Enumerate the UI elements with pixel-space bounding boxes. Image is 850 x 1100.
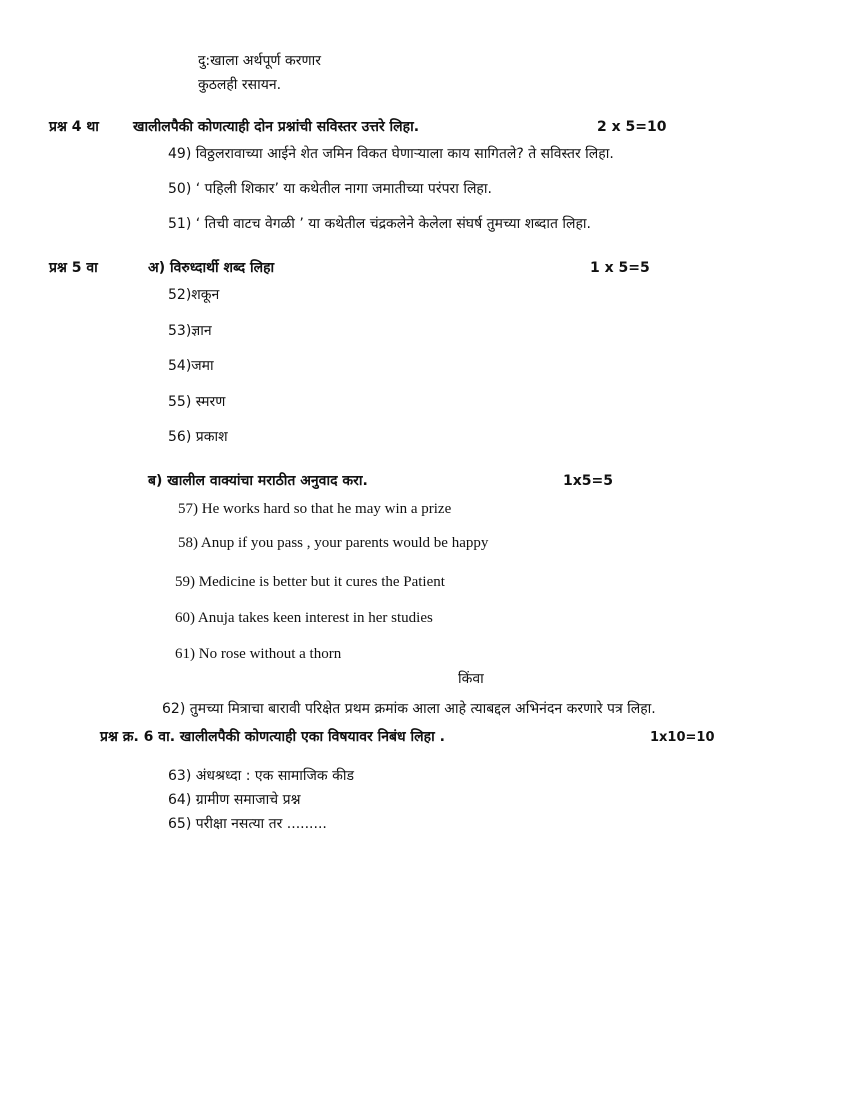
q5a-marks: 1 x 5=5 [590, 260, 650, 276]
translation-item: 59) Medicine is better but it cures the Patient [175, 574, 445, 590]
essay-topic: 65) परीक्षा नसत्या तर ......... [168, 816, 327, 832]
antonym-item: 56) प्रकाश [168, 429, 228, 445]
q5b-marks: 1x5=5 [563, 473, 613, 489]
essay-topic: 63) अंधश्रध्दा : एक सामाजिक कीड [168, 768, 355, 784]
q4-label: प्रश्न 4 था [49, 119, 99, 135]
translation-item: 57) He works hard so that he may win a prize [178, 501, 452, 517]
q5-label: प्रश्न 5 वा [49, 260, 98, 276]
translation-item: 60) Anuja takes keen interest in her studies [175, 610, 433, 626]
essay-topic: 64) ग्रामीण समाजाचे प्रश्न [168, 792, 301, 808]
antonym-item: 55) स्मरण [168, 394, 226, 410]
letter-question: 62) तुमच्या मित्राचा बारावी परिक्षेत प्रथम क्रमांक आला आहे त्याबद्दल अभिनंदन करणारे पत्र लिहा. [162, 701, 656, 717]
or-divider: किंवा [458, 671, 484, 687]
q4-instruction: खालीलपैकी कोणत्याही दोन प्रश्नांची सविस्तर उत्तरे लिहा. [133, 119, 420, 135]
antonym-item: 53)ज्ञान [168, 323, 212, 339]
q5a-title: अ) विरुध्दार्थी शब्द लिहा [148, 260, 275, 276]
question-item: 49) विठ्ठलरावाच्या आईने शेत जमिन विकत घेणाऱ्याला काय सागितले? ते सविस्तर लिहा. [168, 146, 614, 162]
antonym-item: 54)जमा [168, 358, 214, 374]
q6-marks: 1x10=10 [650, 730, 715, 745]
translation-item: 58) Anup if you pass , your parents would be happy [178, 535, 489, 551]
q5b-title: ब) खालील वाक्यांचा मराठीत अनुवाद करा. [148, 473, 368, 489]
intro-line: कुठलही रसायन. [198, 77, 282, 93]
question-item: 51) ‘ तिची वाटच वेगळी ’ या कथेतील चंद्रकलेने केलेला संघर्ष तुमच्या शब्दात लिहा. [168, 216, 592, 232]
antonym-item: 52)शकून [168, 287, 220, 303]
question-item: 50) ‘ पहिली शिकार’ या कथेतील नागा जमातीच्या परंपरा लिहा. [168, 181, 492, 197]
translation-item: 61) No rose without a thorn [175, 646, 342, 662]
q4-marks: 2 x 5=10 [597, 119, 667, 135]
intro-line: दु:खाला अर्थपूर्ण करणार [198, 53, 321, 69]
q6-heading: प्रश्न क्र. 6 वा. खालीलपैकी कोणत्याही एका विषयावर निबंध लिहा . [100, 729, 445, 745]
